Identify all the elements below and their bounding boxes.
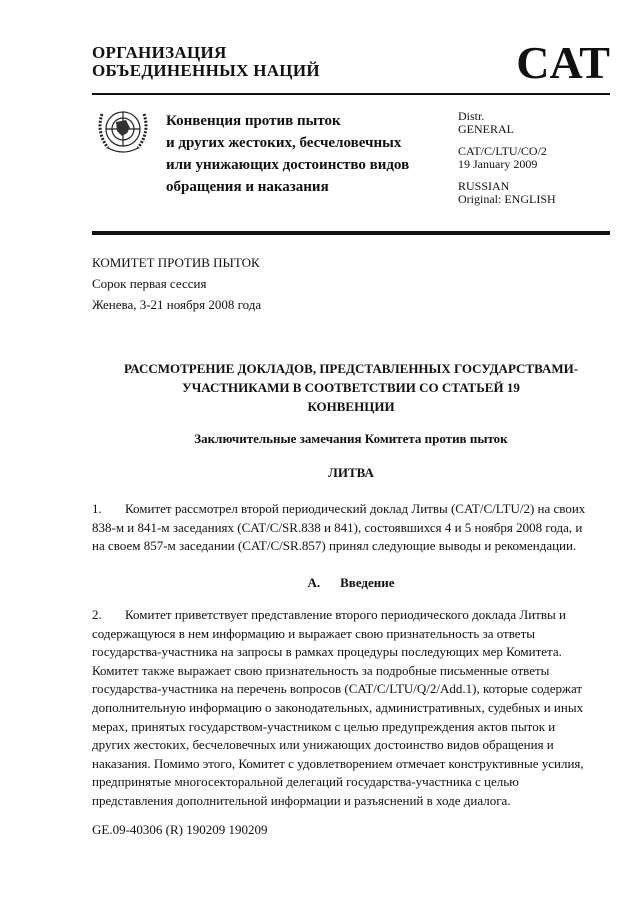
section-heading	[92, 573, 610, 592]
session: Сорок первая сессия	[92, 276, 207, 291]
org-line: ОБЪЕДИНЕННЫХ НАЦИЙ	[92, 61, 320, 80]
paragraph-line: мерах, принятых государством-участником с целью предупреждения актов пыток и	[92, 718, 556, 734]
title-line: РАССМОТРЕНИЕ ДОКЛАДОВ, ПРЕДСТАВЛЕННЫХ ГОСУДАРСТВАМИ-	[123, 361, 579, 376]
document-symbol-large: CAT	[516, 37, 610, 88]
paragraph-line: предпринятые многосекторальной делегаций государства-участника с целью	[92, 774, 519, 790]
un-emblem-icon	[92, 104, 154, 158]
section-title: Введение	[340, 575, 395, 590]
paragraph-line: Комитет приветствует представление второго периодического доклада Литвы и	[125, 607, 566, 622]
paragraph-number: 2.	[92, 607, 102, 622]
subtitle: Заключительные замечания Комитета против пыток	[194, 431, 508, 446]
title-line: УЧАСТНИКАМИ В СООТВЕТСТВИИ СО СТАТЬЕЙ 19	[182, 380, 520, 395]
doc-date: 19 January 2009	[458, 157, 538, 171]
paragraph-line: дополнительную информацию о законодательных, административных, судебных и иных	[92, 699, 584, 715]
paragraph-line: 838-м и 841-м заседаниях (CAT/C/SR.838 и 841), состоявшихся 4 и 5 ноября 2008 года, и	[92, 519, 583, 535]
distribution-block	[458, 110, 556, 206]
convention-line: Конвенция против пыток	[166, 113, 341, 129]
section-number: A.	[307, 575, 321, 590]
divider	[92, 93, 610, 95]
footer-job-number: GE.09-40306 (R) 190209 190209	[92, 822, 268, 837]
convention-line: и других жестоких, бесчеловечных	[166, 135, 402, 151]
convention-line: обращения и наказания	[166, 179, 329, 195]
paragraph-line: наказания. Помимо этого, Комитет с удовлетворением отмечает конструктивные усилия,	[92, 755, 584, 771]
organization-name	[92, 44, 320, 80]
title-line: КОНВЕНЦИИ	[307, 399, 395, 414]
committee-info	[92, 252, 261, 315]
original-language: Original: ENGLISH	[458, 192, 556, 206]
paragraph-line: государства-участника на перечень вопросов (CAT/C/LTU/Q/2/Add.1), которые содержат	[92, 681, 583, 697]
paragraph-line: представления дополнительной информации и разъяснений в ходе диалога.	[92, 792, 511, 808]
distr-general: GENERAL	[458, 122, 514, 136]
paragraph-2	[92, 606, 584, 811]
country-heading: ЛИТВА	[328, 465, 374, 480]
main-title	[92, 359, 610, 416]
paragraph-line: государства-участника на запросы в рамках процедуры последующих мер Комитета.	[92, 644, 562, 660]
paragraph-line: других жестоких, бесчеловечных или унижающих достоинство видов обращения и	[92, 737, 554, 753]
doc-symbol: CAT/C/LTU/CO/2	[458, 144, 547, 158]
paragraph-line: Комитет также выражает свою признательность за подробные письменные ответы	[92, 662, 550, 678]
paragraph-line: Комитет рассмотрел второй периодический доклад Литвы (CAT/C/LTU/2) на своих	[125, 501, 586, 516]
convention-title	[166, 110, 409, 198]
doc-language: RUSSIAN	[458, 179, 510, 193]
paragraph-1	[92, 500, 585, 556]
org-line: ОРГАНИЗАЦИЯ	[92, 43, 227, 62]
paragraph-line: на своем 857-м заседании (CAT/C/SR.857) принял следующие выводы и рекомендации.	[92, 538, 577, 554]
paragraph-line: содержащуюся в нем информацию и выражает свою признательность за ответы	[92, 625, 535, 641]
distr-label: Distr.	[458, 109, 485, 123]
divider-thick	[92, 231, 610, 235]
session-place-date: Женева, 3-21 ноября 2008 года	[92, 297, 262, 312]
paragraph-number: 1.	[92, 501, 102, 516]
committee-name: КОМИТЕТ ПРОТИВ ПЫТОК	[92, 255, 260, 270]
convention-line: или унижающих достоинство видов	[166, 157, 410, 173]
